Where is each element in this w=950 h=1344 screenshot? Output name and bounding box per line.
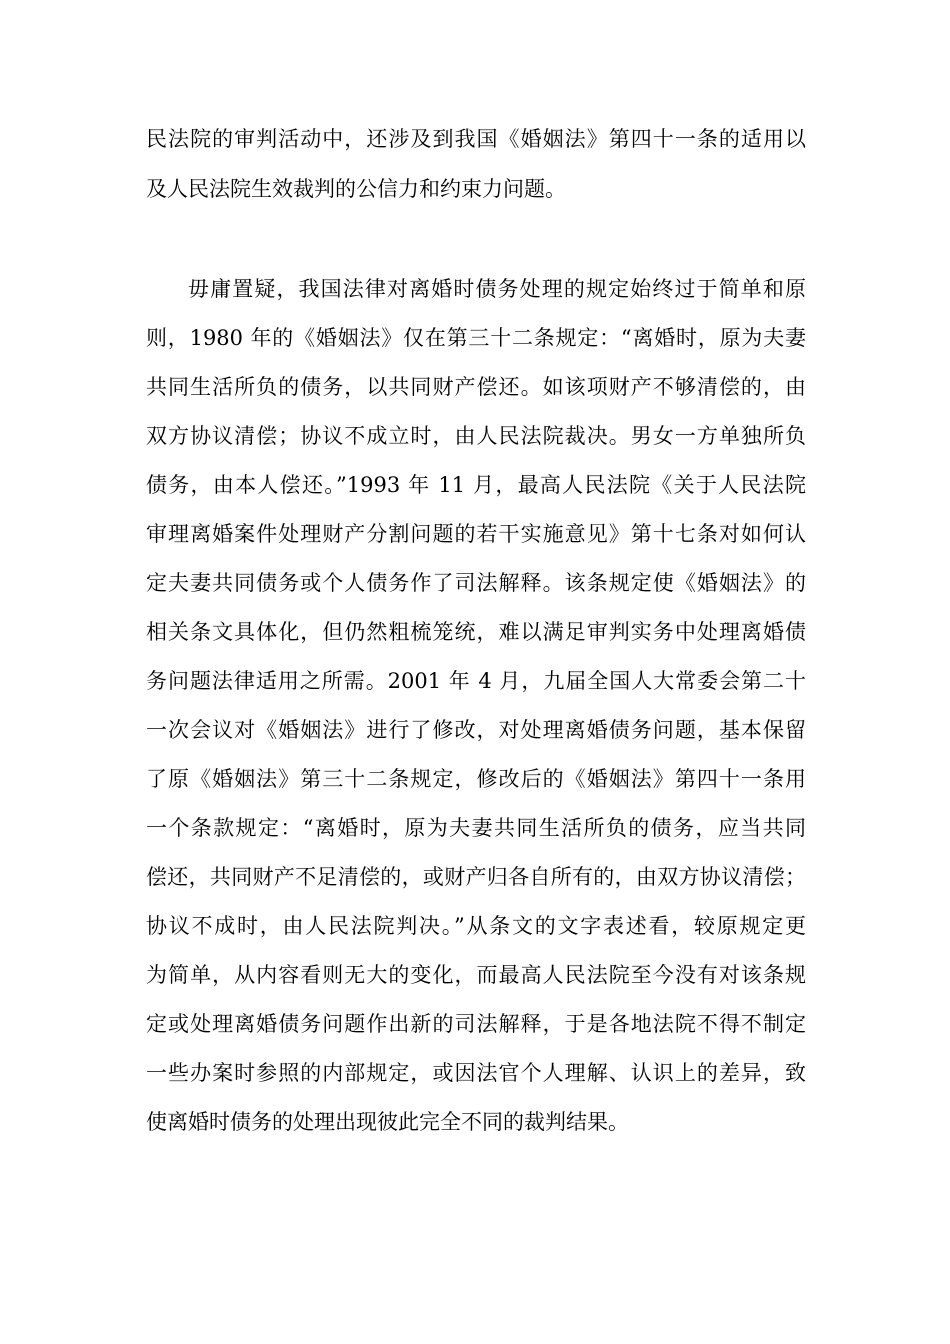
paragraph-2-line-1: 毋庸置疑，我国法律对离婚时债务处理的规定始终过于简单和原: [188, 277, 806, 301]
paragraph-1-line-2: 及人民法院生效裁判的公信力和约束力问题。: [146, 177, 566, 201]
paragraph-2-line-15: 为简单，从内容看则无大的变化，而最高人民法院至今没有对该条规: [146, 963, 806, 987]
paragraph-2-line-3: 共同生活所负的债务，以共同财产偿还。如该项财产不够清偿的，由: [146, 375, 806, 399]
paragraph-2-line-16: 定或处理离婚债务问题作出新的司法解释，于是各地法院不得不制定: [146, 1012, 806, 1036]
paragraph-1-line-1: 民法院的审判活动中，还涉及到我国《婚姻法》第四十一条的适用以: [146, 127, 806, 151]
paragraph-2-line-9: 务问题法律适用之所需。2001 年 4 月，九届全国人大常委会第二十: [146, 669, 806, 693]
paragraph-2-line-17: 一些办案时参照的内部规定，或因法官个人理解、认识上的差异，致: [146, 1061, 806, 1085]
paragraph-2-line-13: 偿还，共同财产不足清偿的，或财产归各自所有的，由双方协议清偿；: [146, 865, 806, 889]
paragraph-2-line-14: 协议不成时，由人民法院判决。”从条文的文字表述看，较原规定更: [146, 914, 806, 938]
paragraph-2-line-7: 定夫妻共同债务或个人债务作了司法解释。该条规定使《婚姻法》的: [146, 571, 806, 595]
paragraph-2-line-4: 双方协议清偿；协议不成立时，由人民法院裁决。男女一方单独所负: [146, 424, 806, 448]
paragraph-2-line-8: 相关条文具体化，但仍然粗梳笼统，难以满足审判实务中处理离婚债: [146, 620, 806, 644]
paragraph-2-line-10: 一次会议对《婚姻法》进行了修改，对处理离婚债务问题，基本保留: [146, 718, 806, 742]
paragraph-2-line-12: 一个条款规定：“离婚时，原为夫妻共同生活所负的债务，应当共同: [146, 816, 806, 840]
paragraph-2-line-6: 审理离婚案件处理财产分割问题的若干实施意见》第十七条对如何认: [146, 522, 806, 546]
paragraph-2-line-11: 了原《婚姻法》第三十二条规定，修改后的《婚姻法》第四十一条用: [146, 767, 806, 791]
paragraph-2-line-18: 使离婚时债务的处理出现彼此完全不同的裁判结果。: [146, 1110, 629, 1134]
paragraph-2-line-2: 则，1980 年的《婚姻法》仅在第三十二条规定：“离婚时，原为夫妻: [146, 326, 806, 350]
paragraph-2-line-5: 债务，由本人偿还。”1993 年 11 月，最高人民法院《关于人民法院: [146, 473, 806, 497]
